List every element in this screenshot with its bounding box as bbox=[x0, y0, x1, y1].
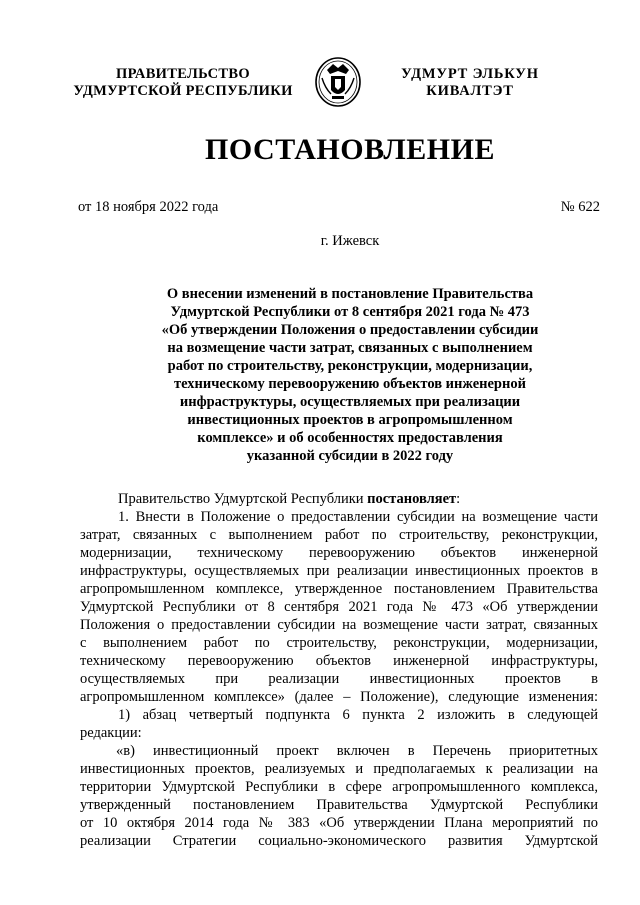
body-line: территории Удмуртской Республики в сфере агропромышленного комплекса, bbox=[80, 779, 598, 795]
body-line: с выполнением работ по строительству, реконструкции, модернизации, bbox=[80, 635, 598, 651]
body-line: затрат, связанных с выполнением работ по строительству, реконструкции, bbox=[80, 527, 598, 543]
body-line: реализации Стратегии социально-экономического развития Удмуртской bbox=[80, 833, 598, 849]
gov-name-udm-line-2: КИВАЛТЭТ bbox=[426, 83, 514, 99]
subject-line: Удмуртской Республики от 8 сентября 2021 года № 473 bbox=[170, 304, 530, 320]
document-body bbox=[80, 490, 598, 850]
body-line: модернизации, техническому перевооружению объектов инженерной bbox=[80, 545, 598, 561]
resolution-intro bbox=[80, 490, 598, 508]
government-name-russian bbox=[62, 66, 304, 100]
document-date: от 18 ноября 2022 года bbox=[78, 199, 219, 215]
subject-line: «Об утверждении Положения о предоставлении субсидии bbox=[161, 322, 539, 338]
subject-line: указанной субсидии в 2022 году bbox=[246, 448, 454, 464]
document-subject bbox=[120, 285, 580, 465]
subject-line: инвестиционных проектов в агропромышленном bbox=[187, 412, 513, 428]
body-line: 1. Внести в Положение о предоставлении субсидии на возмещение части bbox=[118, 509, 598, 525]
body-line: техническому перевооружению объектов инженерной инфраструктуры, bbox=[80, 653, 598, 669]
body-line: агропромышленном комплексе, утвержденное постановлением Правительства bbox=[80, 581, 598, 597]
intro-prefix: Правительство Удмуртской Республики bbox=[118, 491, 368, 507]
document-number: № 622 bbox=[560, 199, 600, 215]
document-city: г. Ижевск bbox=[320, 233, 380, 249]
subject-line: комплексе» и об особенностях предоставления bbox=[197, 430, 503, 446]
subject-line: О внесении изменений в постановление Правительства bbox=[166, 286, 534, 302]
body-line: Удмуртской Республики от 8 сентября 2021 года № 473 «Об утверждении bbox=[80, 599, 598, 615]
body-line: утвержденный постановлением Правительства Удмуртской Республики bbox=[80, 797, 598, 813]
gov-name-line-2: УДМУРТСКОЙ РЕСПУБЛИКИ bbox=[73, 83, 293, 99]
body-line: редакции: bbox=[80, 725, 142, 741]
body-line: от 10 октября 2014 года № 383 «Об утверждении Плана мероприятий по bbox=[80, 815, 598, 831]
body-line: инфраструктуры, осуществляемых при реализации инвестиционных проектов в bbox=[80, 563, 598, 579]
body-line: «в) инвестиционный проект включен в Перечень приоритетных bbox=[116, 743, 598, 759]
body-line: 1) абзац четвертый подпункта 6 пункта 2 изложить в следующей bbox=[118, 707, 598, 723]
subject-line: на возмещение части затрат, связанных с выполнением bbox=[167, 340, 533, 356]
udmurt-coat-of-arms-icon bbox=[313, 56, 363, 108]
body-line: осуществляемых при реализации инвестиционных проектов в bbox=[80, 671, 598, 687]
body-line: инвестиционных проектов, реализуемых и предполагаемых к реализации на bbox=[80, 761, 598, 777]
subject-line: техническому перевооружению объектов инженерной bbox=[174, 376, 526, 392]
gov-name-line-1: ПРАВИТЕЛЬСТВО bbox=[116, 66, 250, 82]
body-line: агропромышленном комплексе» (далее – Положение), следующие изменения: bbox=[80, 689, 598, 705]
body-line: Положения о предоставлении субсидии на возмещение части затрат, связанных bbox=[80, 617, 598, 633]
document-title: ПОСТАНОВЛЕНИЕ bbox=[205, 133, 495, 166]
subject-line: инфраструктуры, осуществляемых при реализации bbox=[179, 394, 521, 410]
government-name-udmurt bbox=[384, 66, 556, 100]
subject-line: работ по строительству, реконструкции, модернизации, bbox=[167, 358, 533, 374]
gov-name-udm-line-1: УДМУРТ ЭЛЬКУН bbox=[401, 66, 539, 82]
intro-suffix: : bbox=[456, 491, 461, 507]
intro-keyword: постановляет bbox=[367, 491, 457, 507]
